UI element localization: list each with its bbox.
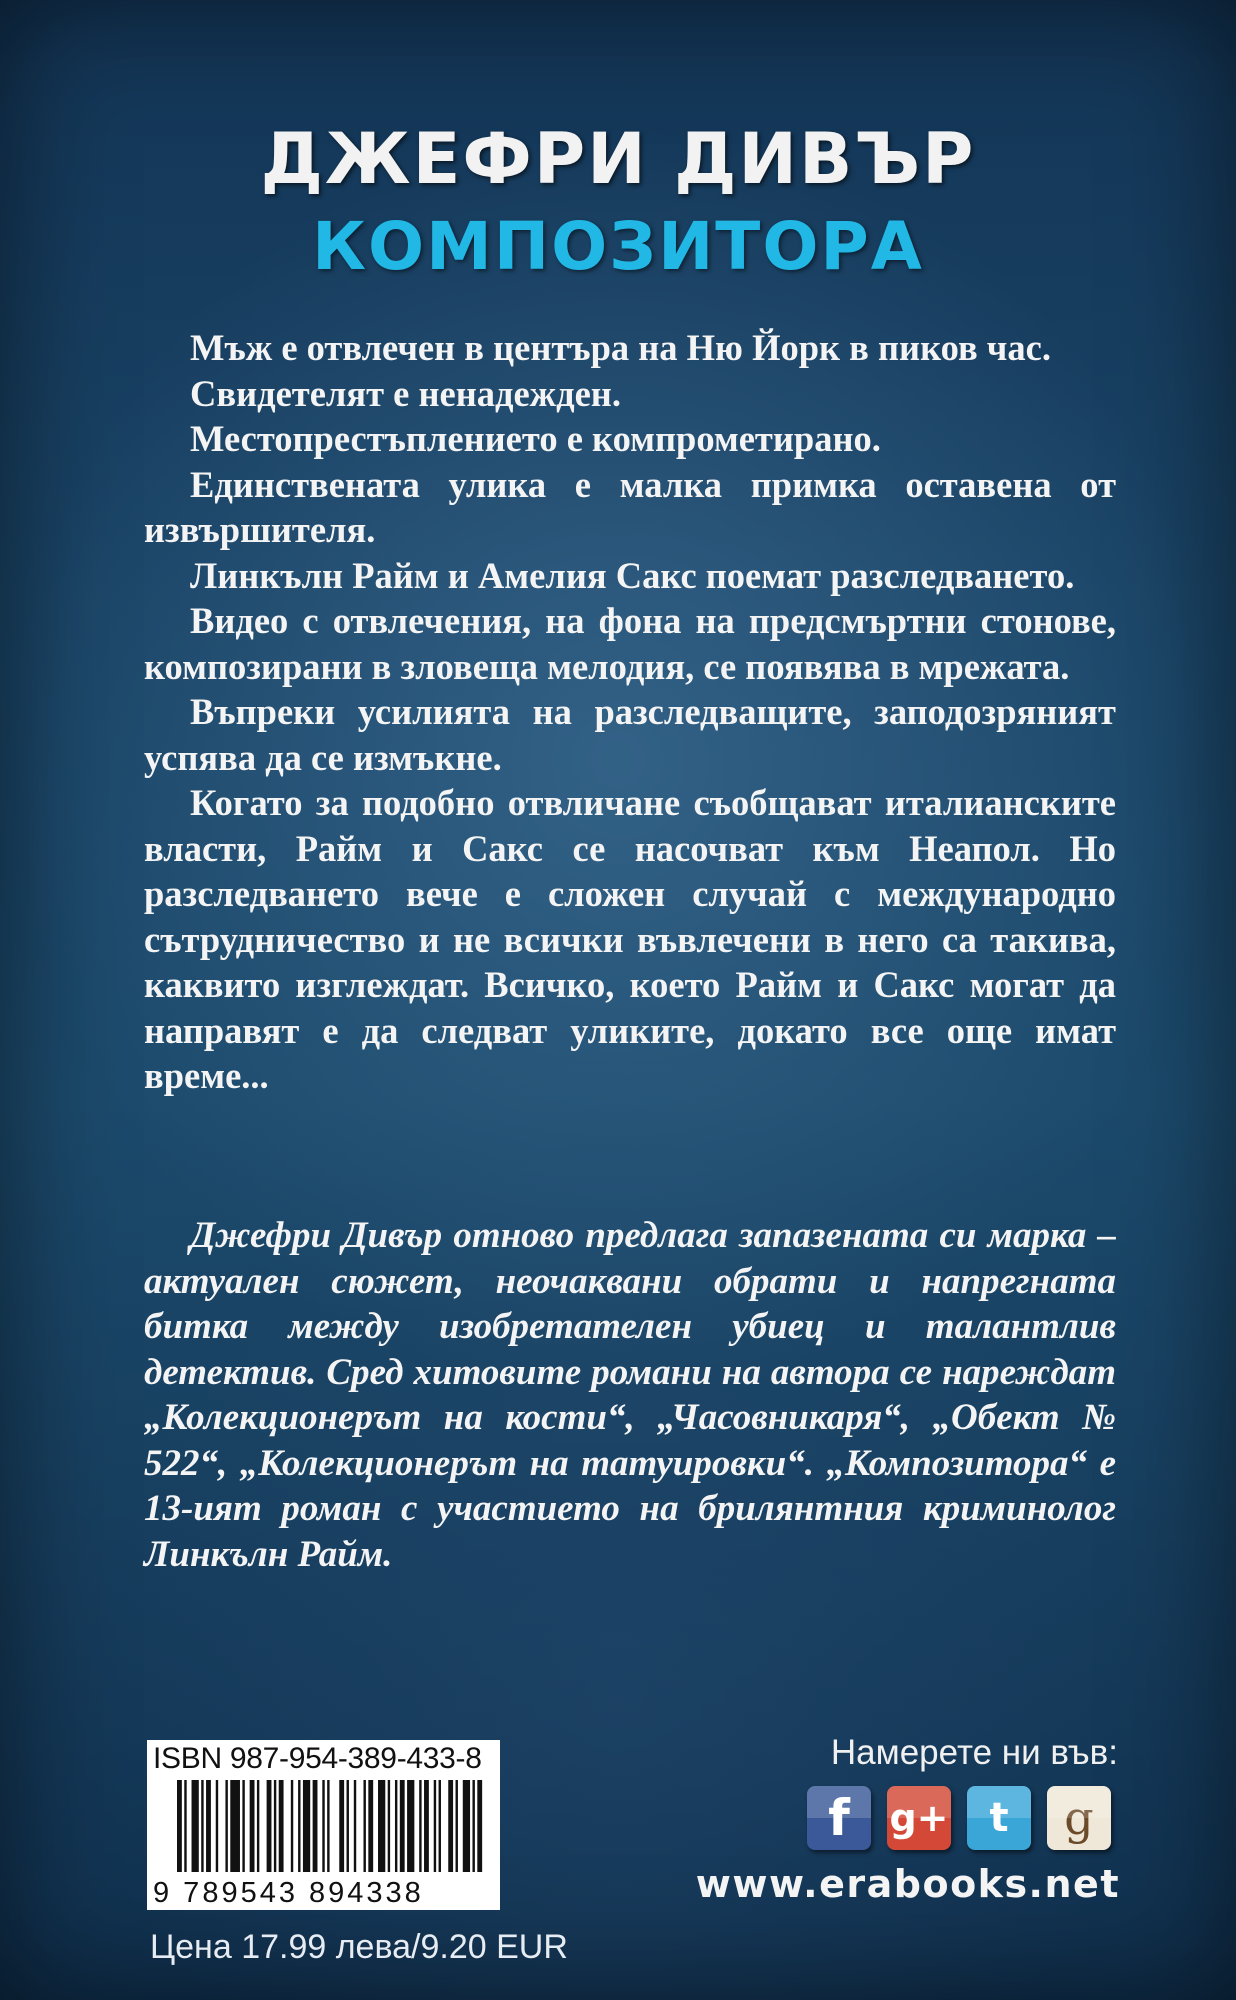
barcode-stripe <box>267 1780 272 1872</box>
barcode-stripe <box>347 1780 349 1872</box>
facebook-icon[interactable]: f <box>807 1786 871 1850</box>
barcode <box>147 1740 500 1910</box>
barcode-stripe <box>216 1780 218 1872</box>
barcode-stripe <box>419 1780 421 1872</box>
barcode-stripe <box>395 1780 397 1872</box>
barcode-stripe <box>424 1780 429 1872</box>
barcode-stripe <box>192 1780 199 1872</box>
barcode-stripe <box>472 1780 474 1872</box>
barcode-stripe <box>354 1780 356 1872</box>
barcode-stripe <box>456 1780 458 1872</box>
blurb-paragraph: Линкълн Райм и Амелия Сакс поемат разследването. <box>190 554 1075 596</box>
barcode-stripe <box>477 1780 482 1872</box>
barcode-stripe <box>291 1780 293 1872</box>
barcode-bars <box>177 1780 487 1872</box>
barcode-stripe <box>279 1780 284 1872</box>
barcode-stripe <box>201 1780 203 1872</box>
social-icons <box>807 1786 1111 1850</box>
barcode-stripe <box>322 1780 324 1872</box>
barcode-stripe <box>448 1780 453 1872</box>
social-heading: Намерете ни във: <box>830 1733 1118 1772</box>
barcode-stripe <box>434 1780 436 1872</box>
barcode-stripe <box>303 1780 310 1872</box>
twitter-icon[interactable]: t <box>967 1786 1031 1850</box>
author-name: ДЖЕФРИ ДИВЪР <box>260 118 976 200</box>
barcode-digits: 9 789543 894338 <box>153 1877 424 1909</box>
blurb-paragraph: Свидетелят е ненадежден. <box>190 372 621 414</box>
blurb-paragraph: Местопрестъплението е компрометирано. <box>190 418 881 459</box>
barcode-stripe <box>363 1780 365 1872</box>
barcode-stripe <box>177 1780 182 1872</box>
barcode-stripe <box>230 1780 240 1872</box>
book-title: КОМПОЗИТОРА <box>312 208 924 285</box>
barcode-stripe <box>225 1780 227 1872</box>
barcode-stripe <box>368 1780 373 1872</box>
barcode-stripe <box>184 1780 186 1872</box>
blurb <box>144 325 1116 1099</box>
barcode-stripe <box>378 1780 385 1872</box>
website-link[interactable]: www.erabooks.net <box>695 1862 1120 1906</box>
barcode-stripe <box>242 1780 244 1872</box>
barcode-stripe <box>327 1780 329 1872</box>
barcode-stripe <box>313 1780 318 1872</box>
barcode-stripe <box>274 1780 276 1872</box>
blurb-paragraph: Единствената улика е малка примка оставена от извършителя. <box>144 463 1116 550</box>
barcode-stripe <box>250 1780 255 1872</box>
blurb-paragraph: Видео с отвлечения, на фона на предсмъртни стонове, композирани в зловеща мелодия, се появява в мрежата. <box>144 600 1116 687</box>
barcode-stripe <box>206 1780 211 1872</box>
barcode-stripe <box>407 1780 414 1872</box>
barcode-stripe <box>400 1780 405 1872</box>
barcode-stripe <box>388 1780 390 1872</box>
barcode-stripe <box>463 1780 470 1872</box>
barcode-stripe <box>339 1780 344 1872</box>
blurb-paragraph: Мъж е отвлечен в центъра на Ню Йорк в пиков час. <box>190 327 1051 368</box>
blurb-paragraph: Когато за подобно отвличане съобщават италианските власти, Райм и Сакс се насочват към Неапол. Но разследването вече е сложен случай с международно сътрудничество и не всички въвлечени в него са такива, каквито изглеждат. Всичко, което Райм и Сакс могат да направят е да следват уликите, докато все още имат време... <box>144 782 1116 1096</box>
barcode-stripe <box>439 1780 441 1872</box>
review-text: Джефри Дивър отново предлага запазената си марка – актуален сюжет, неочаквани обрати и напрегната битка между изобретателен убиец и талантлив детектив. Сред хитовите романи на автора се нареждат „Колекционерът на кости“, „Часовникаря“, „Обект № 522“, „Колекционерът на татуировки“. „Композитора“ е 13-ият роман с участието на брилянтния криминолог Линкълн Райм. <box>144 1215 1116 1575</box>
isbn-label: ISBN 987-954-389-433-8 <box>153 1742 482 1775</box>
barcode-stripe <box>298 1780 300 1872</box>
goodreads-icon[interactable]: g <box>1047 1786 1111 1850</box>
price-label: Цена 17.99 лева/9.20 EUR <box>150 1928 568 1966</box>
barcode-stripe <box>257 1780 259 1872</box>
google-plus-icon[interactable]: g+ <box>887 1786 951 1850</box>
blurb-paragraph: Въпреки усилията на разследващите, заподозряният успява да се измъкне. <box>144 691 1116 778</box>
